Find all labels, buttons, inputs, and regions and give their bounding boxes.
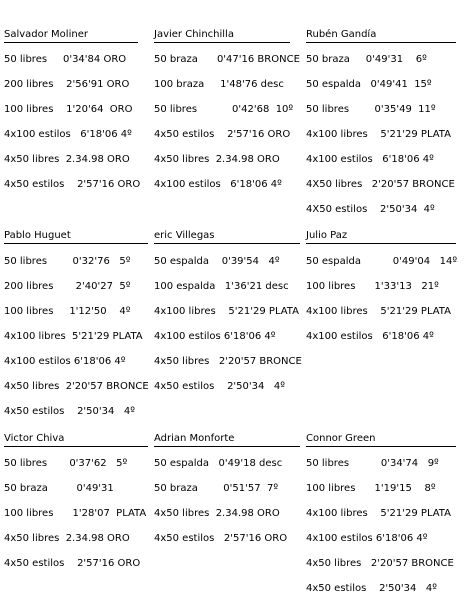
- result-row: 4x50 libres 2.34.98 ORO: [154, 154, 280, 165]
- section-2-underline: [306, 243, 456, 244]
- result-row: 4x100 estilos 6'18'06 4º: [154, 179, 282, 190]
- result-row: 50 espalda 0'49'41 15º: [306, 79, 432, 90]
- result-row: 50 braza 0'49'31 6º: [306, 54, 427, 65]
- athlete-name: Julio Paz: [306, 230, 348, 241]
- athlete-name: Victor Chiva: [4, 433, 65, 444]
- result-row: 4x100 estilos 6'18'06 4º: [4, 129, 132, 140]
- section-3-underline: [4, 446, 148, 447]
- athlete-name: Adrian Monforte: [154, 433, 235, 444]
- result-row: 4x50 estilos 2'57'16 ORO: [4, 558, 141, 569]
- athlete-card: [306, 432, 454, 594]
- result-row: 50 espalda 0'49'04 14º: [306, 256, 458, 267]
- result-row: 4x50 libres 2'20'57 BRONCE: [154, 356, 302, 367]
- result-row: 4X50 libres 2'20'57 BRONCE: [306, 179, 455, 190]
- section-1-underline: [4, 42, 138, 43]
- athlete-card: [154, 28, 302, 190]
- result-row: 4x100 estilos 6'18'06 4º: [306, 331, 434, 342]
- athlete-name: Salvador Moliner: [4, 29, 88, 40]
- section-3-underline: [154, 446, 300, 447]
- athlete-card: [306, 28, 455, 215]
- athlete-name: Connor Green: [306, 433, 376, 444]
- result-row: 50 espalda 0'39'54 4º: [154, 256, 280, 267]
- result-row: 4x100 estilos 6'18'06 4º: [306, 533, 428, 544]
- result-row: 4x100 estilos 6'18'06 4º: [4, 356, 126, 367]
- result-row: 4x50 libres 2.34.98 ORO: [4, 533, 130, 544]
- result-row: 4x50 estilos 2'50'34 4º: [306, 583, 437, 594]
- result-row: 4X50 estilos 2'50'34 4º: [306, 204, 435, 215]
- section-1-underline: [154, 42, 290, 43]
- section-1-underline: [306, 42, 456, 43]
- section-3-underline: [306, 446, 456, 447]
- result-row: 100 libres 1'19'15 8º: [306, 483, 436, 494]
- result-row: 4x100 libres 5'21'29 PLATA: [306, 306, 451, 317]
- athlete-card: [306, 229, 458, 342]
- result-row: 4x50 estilos 2'50'34 4º: [4, 406, 135, 417]
- result-row: 50 libres 0'37'62 5º: [4, 458, 128, 469]
- result-row: 4x50 libres 2'20'57 BRONCE: [4, 381, 149, 392]
- athlete-card: [4, 432, 152, 569]
- athlete-card: [4, 28, 152, 190]
- athlete-card: [4, 229, 152, 417]
- athlete-name: Pablo Huguet: [4, 230, 71, 241]
- result-row: 100 libres 1'20'64 ORO: [4, 104, 133, 115]
- result-row: 4x50 estilos 2'50'34 4º: [154, 381, 285, 392]
- result-row: 100 braza 1'48'76 desc: [154, 79, 284, 90]
- result-row: 4x100 libres 5'21'29 PLATA: [306, 508, 451, 519]
- athlete-name: Javier Chinchilla: [154, 29, 234, 40]
- result-row: 4x100 estilos 6'18'06 4º: [306, 154, 434, 165]
- result-row: 50 libres 0'35'49 11º: [306, 104, 436, 115]
- athlete-card: [154, 229, 302, 392]
- result-row: 4x50 estilos 2'57'16 ORO: [154, 129, 291, 140]
- result-row: 200 libres 2'56'91 ORO: [4, 79, 130, 90]
- result-row: 50 libres 0'34'84 ORO: [4, 54, 127, 65]
- result-row: 50 braza 0'49'31: [4, 483, 114, 494]
- result-row: 100 espalda 1'36'21 desc: [154, 281, 289, 292]
- section-2-underline: [4, 243, 148, 244]
- result-row: 4x50 libres 2.34.98 ORO: [154, 508, 280, 519]
- athlete-name: eric Villegas: [154, 230, 215, 241]
- result-row: 100 libres 1'28'07 PLATA: [4, 508, 147, 519]
- result-row: 4x50 estilos 2'57'16 ORO: [154, 533, 288, 544]
- result-row: 4x100 libres 5'21'29 PLATA: [154, 306, 299, 317]
- athlete-card: [154, 432, 302, 544]
- result-row: 50 libres 0'32'76 5º: [4, 256, 131, 267]
- section-2-underline: [154, 243, 300, 244]
- result-row: 200 libres 2'40'27 5º: [4, 281, 131, 292]
- result-row: 4x100 estilos 6'18'06 4º: [154, 331, 276, 342]
- result-row: 4x50 libres 2.34.98 ORO: [4, 154, 130, 165]
- result-row: 50 libres 0'42'68 10º: [154, 104, 294, 115]
- result-row: 50 libres 0'34'74 9º: [306, 458, 439, 469]
- result-row: 4x100 libres 5'21'29 PLATA: [4, 331, 143, 342]
- result-row: 100 libres 1'33'13 21º: [306, 281, 439, 292]
- result-row: 50 espalda 0'49'18 desc: [154, 458, 283, 469]
- athlete-name: Rubén Gandía: [306, 29, 377, 40]
- result-row: 50 braza 0'47'16 BRONCE: [154, 54, 300, 65]
- result-row: 50 braza 0'51'57 7º: [154, 483, 279, 494]
- result-row: 4x50 libres 2'20'57 BRONCE: [306, 558, 454, 569]
- result-row: 100 libres 1'12'50 4º: [4, 306, 131, 317]
- result-row: 4x100 libres 5'21'29 PLATA: [306, 129, 451, 140]
- result-row: 4x50 estilos 2'57'16 ORO: [4, 179, 141, 190]
